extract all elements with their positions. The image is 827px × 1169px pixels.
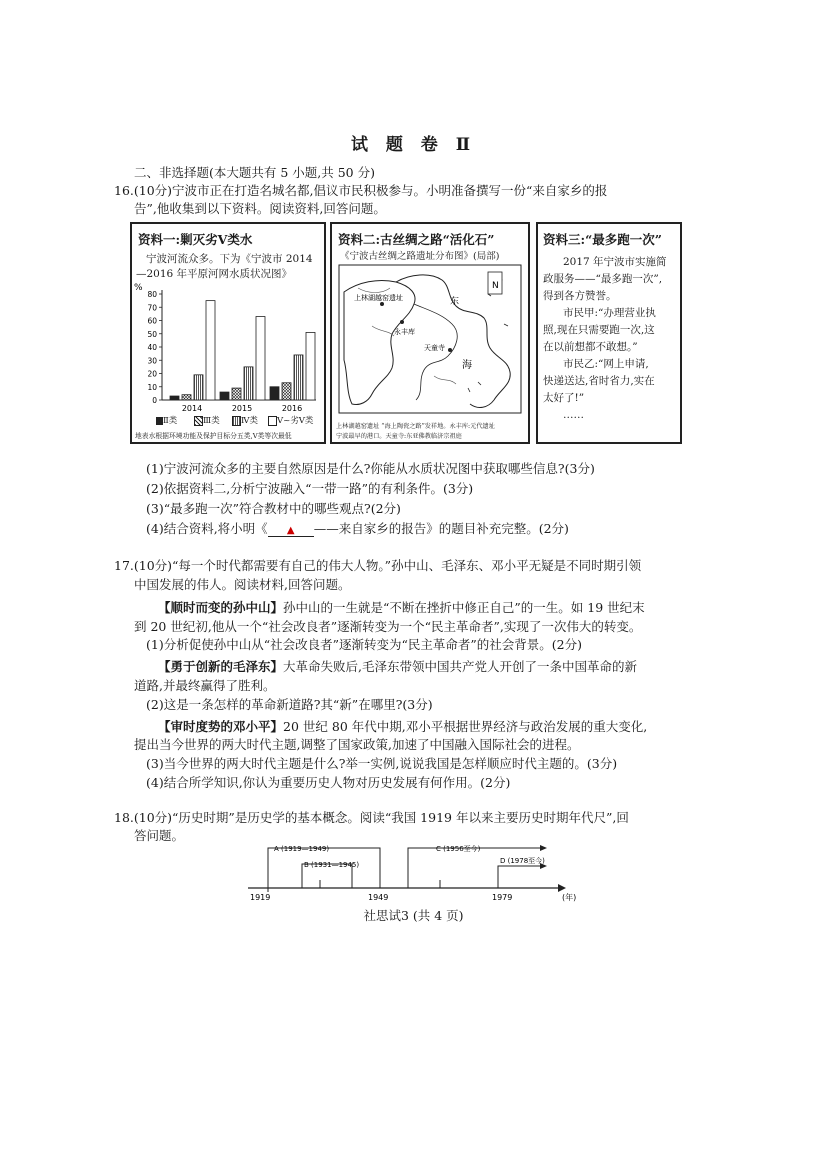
material-3-line: 市民乙:“网上申请, bbox=[563, 358, 649, 370]
material-1-note: 地表水根据环境功能及保护目标分五类,Ⅴ类等次最低 bbox=[135, 432, 292, 440]
chart-y-tick-label: 0 bbox=[152, 396, 157, 405]
q16-intro-line1: 16.(10分)宁波市正在打造名城名都,倡议市民积极参与。小明准备撰写一份“来自家乡的报 bbox=[114, 183, 608, 198]
q17-source-1-line2: 到 20 世纪初,他从一个“社会改良者”逐渐转变为一个“民主革命者”,实现了一次伟大的转变。 bbox=[134, 619, 642, 634]
q17-source-2-text: 大革命失败后,毛泽东带领中国共产党人开创了一条中国革命的新 bbox=[283, 659, 637, 674]
q17-source-2 bbox=[158, 657, 637, 675]
chart-y-tick-label: 80 bbox=[147, 290, 157, 299]
chart-bar bbox=[294, 355, 303, 400]
q17-question-2: (2)这是一条怎样的革命新道路?其“新”在哪里?(3分) bbox=[146, 697, 433, 712]
chart-y-tick-label: 70 bbox=[147, 303, 157, 313]
legend-item-3 bbox=[232, 414, 258, 426]
chart-bar bbox=[282, 383, 291, 400]
timeline-label-c: C (1956至今) bbox=[436, 845, 481, 853]
q17-source-3-heading: 【审时度势的邓小平】 bbox=[158, 719, 284, 734]
q16-intro-line2: 告”,他收集到以下资料。阅读资料,回答问题。 bbox=[134, 201, 386, 216]
material-3-line: 太好了!” bbox=[543, 392, 585, 404]
material-3-line: 市民甲:“办理营业执 bbox=[563, 307, 656, 319]
legend-swatch-solid bbox=[156, 417, 163, 425]
section-heading: 二、非选择题(本大题共有 5 小题,共 50 分) bbox=[134, 165, 375, 180]
map-caption-line1: 上林湖越窑遗址 “海上陶瓷之路”发祥地。永丰库:元代遗址 bbox=[336, 423, 495, 430]
timeline-tick-1919: 1919 bbox=[250, 893, 271, 902]
q17-intro-line1: 17.(10分)“每一个时代都需要有自己的伟大人物。”孙中山、毛泽东、邓小平无疑是不同时期引领 bbox=[114, 558, 642, 573]
chart-bar bbox=[232, 388, 241, 400]
legend-label-2: Ⅲ类 bbox=[203, 416, 220, 426]
q17-question-3: (3)当今世界的两大时代主题是什么?举一实例,说说我国是怎样顺应时代主题的。(3分) bbox=[146, 756, 618, 771]
timeline-tick-1949: 1949 bbox=[368, 893, 389, 902]
chart-y-tick-label: 20 bbox=[147, 369, 157, 379]
chart-y-tick-label: 10 bbox=[147, 382, 157, 392]
timeline-unit: (年) bbox=[562, 893, 577, 902]
q18-intro-line1: 18.(10分)“历史时期”是历史学的基本概念。阅读“我国 1919 年以来主要历史时期年代尺”,回 bbox=[114, 810, 629, 825]
legend-label-4: Ⅴ~劣Ⅴ类 bbox=[277, 416, 314, 426]
map-label-yongfeng: 永丰库 bbox=[394, 328, 415, 336]
chart-bar bbox=[182, 395, 191, 400]
map-north-arrow: N bbox=[492, 281, 499, 291]
chart-percent-label: % bbox=[134, 283, 143, 293]
legend-item-2 bbox=[194, 414, 220, 426]
chart-bar bbox=[194, 375, 203, 400]
map-point-tiantong bbox=[448, 348, 452, 352]
map-caption-line2: 宁波最早的港口。天童寺:东亚佛教临济宗祖庭 bbox=[336, 433, 462, 440]
map-label-east: 东 bbox=[450, 297, 460, 307]
water-quality-chart bbox=[132, 280, 324, 420]
q17-source-3 bbox=[158, 717, 647, 735]
q16-question-1: (1)宁波河流众多的主要自然原因是什么?你能从水质状况图中获取哪些信息?(3分) bbox=[146, 461, 595, 476]
timeline-label-a: A (1919—1949) bbox=[274, 845, 330, 853]
material-2-subtitle: 《宁波古丝绸之路遗址分布图》(局部) bbox=[340, 251, 500, 262]
map-point-yongfeng bbox=[400, 320, 404, 324]
timeline-period-d-bracket bbox=[498, 866, 540, 888]
q17-source-2-heading: 【勇于创新的毛泽东】 bbox=[158, 659, 284, 674]
chart-y-tick-label: 40 bbox=[147, 343, 157, 352]
material-3-title: 资料三:“最多跑一次” bbox=[543, 232, 662, 247]
map-label-tiantong: 天童寺 bbox=[424, 344, 445, 352]
q17-source-1 bbox=[158, 598, 645, 616]
legend-item-1 bbox=[156, 414, 177, 426]
material-3-line: 快递送达,省时省力,实在 bbox=[543, 375, 655, 387]
answer-blank[interactable]: ▲ bbox=[268, 525, 314, 537]
chart-y-tick-label: 60 bbox=[147, 316, 157, 326]
map-label-shanglin: 上林湖越窑遗址 bbox=[354, 294, 403, 302]
chart-bar bbox=[244, 367, 253, 400]
material-3-line: 2017 年宁波市实施简 bbox=[563, 256, 667, 268]
page-title: 试 题 卷 Ⅱ bbox=[350, 135, 477, 155]
chart-bar bbox=[306, 332, 315, 400]
legend-swatch-white bbox=[268, 416, 277, 426]
q16-question-2: (2)依据资料二,分析宁波融入“一带一路”的有利条件。(3分) bbox=[146, 481, 474, 496]
material-1-title: 资料一:剿灭劣Ⅴ类水 bbox=[138, 232, 253, 247]
material-1-text-line2: —2016 年平原河网水质状况图》 bbox=[136, 268, 293, 280]
chart-bar bbox=[206, 301, 215, 400]
q16-question-3: (3)“最多跑一次”符合教材中的哪些观点?(2分) bbox=[146, 501, 401, 516]
legend-item-4 bbox=[268, 414, 313, 426]
q17-question-1: (1)分析促使孙中山从“社会改良者”逐渐转变为“民主革命者”的社会背景。(2分) bbox=[146, 637, 582, 652]
material-3-line: 在以前想都不敢想。” bbox=[543, 341, 638, 353]
material-3-box bbox=[536, 222, 682, 444]
timeline-label-d: D (1978至今) bbox=[500, 857, 545, 865]
chart-bar bbox=[170, 396, 179, 400]
chart-bar bbox=[220, 392, 229, 400]
legend-label-3: Ⅳ类 bbox=[241, 416, 258, 426]
chart-bar bbox=[256, 317, 265, 400]
chart-legend bbox=[156, 414, 326, 426]
material-3-line: 照,现在只需要跑一次,这 bbox=[543, 324, 655, 336]
chart-x-tick-label: 2016 bbox=[281, 404, 303, 413]
material-2-box bbox=[330, 222, 530, 444]
timeline-axis-arrow bbox=[558, 884, 566, 892]
q16-question-4 bbox=[146, 519, 569, 537]
history-timeline bbox=[240, 838, 590, 902]
q18-intro-line2: 答问题。 bbox=[134, 828, 185, 843]
q16-q4-pre: (4)结合资料,将小明《 bbox=[146, 521, 268, 536]
chart-x-tick-label: 2015 bbox=[231, 404, 253, 413]
q17-source-3-line2: 提出当今世界的两大时代主题,调整了国家政策,加速了中国融入国际社会的进程。 bbox=[134, 737, 580, 752]
timeline-tick-1979: 1979 bbox=[492, 893, 513, 902]
page-footer: 社思试3 (共 4 页) bbox=[363, 908, 464, 923]
chart-y-tick-label: 50 bbox=[147, 329, 157, 339]
silk-road-map bbox=[338, 264, 522, 414]
chart-bar bbox=[270, 387, 279, 400]
legend-label-1: Ⅱ类 bbox=[163, 416, 178, 426]
material-1-text-line1: 宁波河流众多。下为《宁波市 2014 bbox=[146, 253, 313, 265]
timeline-period-c-arrow bbox=[540, 845, 547, 851]
q17-source-2-line2: 道路,并最终赢得了胜利。 bbox=[134, 678, 276, 693]
timeline-period-c-bracket bbox=[408, 848, 540, 888]
material-3-line: 政服务——“最多跑一次”, bbox=[543, 273, 663, 285]
q17-source-3-text: 20 世纪 80 年代中期,邓小平根据世界经济与政治发展的重大变化, bbox=[283, 719, 648, 734]
q17-source-1-heading: 【顺时而变的孙中山】 bbox=[158, 600, 284, 615]
q17-intro-line2: 中国发展的伟人。阅读材料,回答问题。 bbox=[134, 577, 351, 592]
map-point-shanglin bbox=[380, 302, 384, 306]
q17-source-1-text: 孙中山的一生就是“不断在挫折中修正自己”的一生。如 19 世纪末 bbox=[283, 600, 645, 615]
q16-q4-post: ——来自家乡的报告》的题目补充完整。(2分) bbox=[313, 521, 569, 536]
material-3-ellipsis: …… bbox=[563, 409, 584, 421]
material-1-box bbox=[130, 222, 326, 444]
material-2-title: 资料二:古丝绸之路“活化石” bbox=[338, 232, 495, 247]
legend-swatch-crosshatch bbox=[194, 416, 203, 426]
chart-y-tick-label: 30 bbox=[147, 356, 157, 366]
map-label-sea: 海 bbox=[462, 360, 472, 371]
legend-swatch-dotted bbox=[232, 416, 241, 426]
timeline-label-b: B (1931—1945) bbox=[304, 861, 360, 869]
chart-x-tick-label: 2014 bbox=[181, 404, 203, 413]
q17-question-4: (4)结合所学知识,你认为重要历史人物对历史发展有何作用。(2分) bbox=[146, 775, 511, 790]
material-3-line: 得到各方赞誉。 bbox=[543, 290, 617, 302]
